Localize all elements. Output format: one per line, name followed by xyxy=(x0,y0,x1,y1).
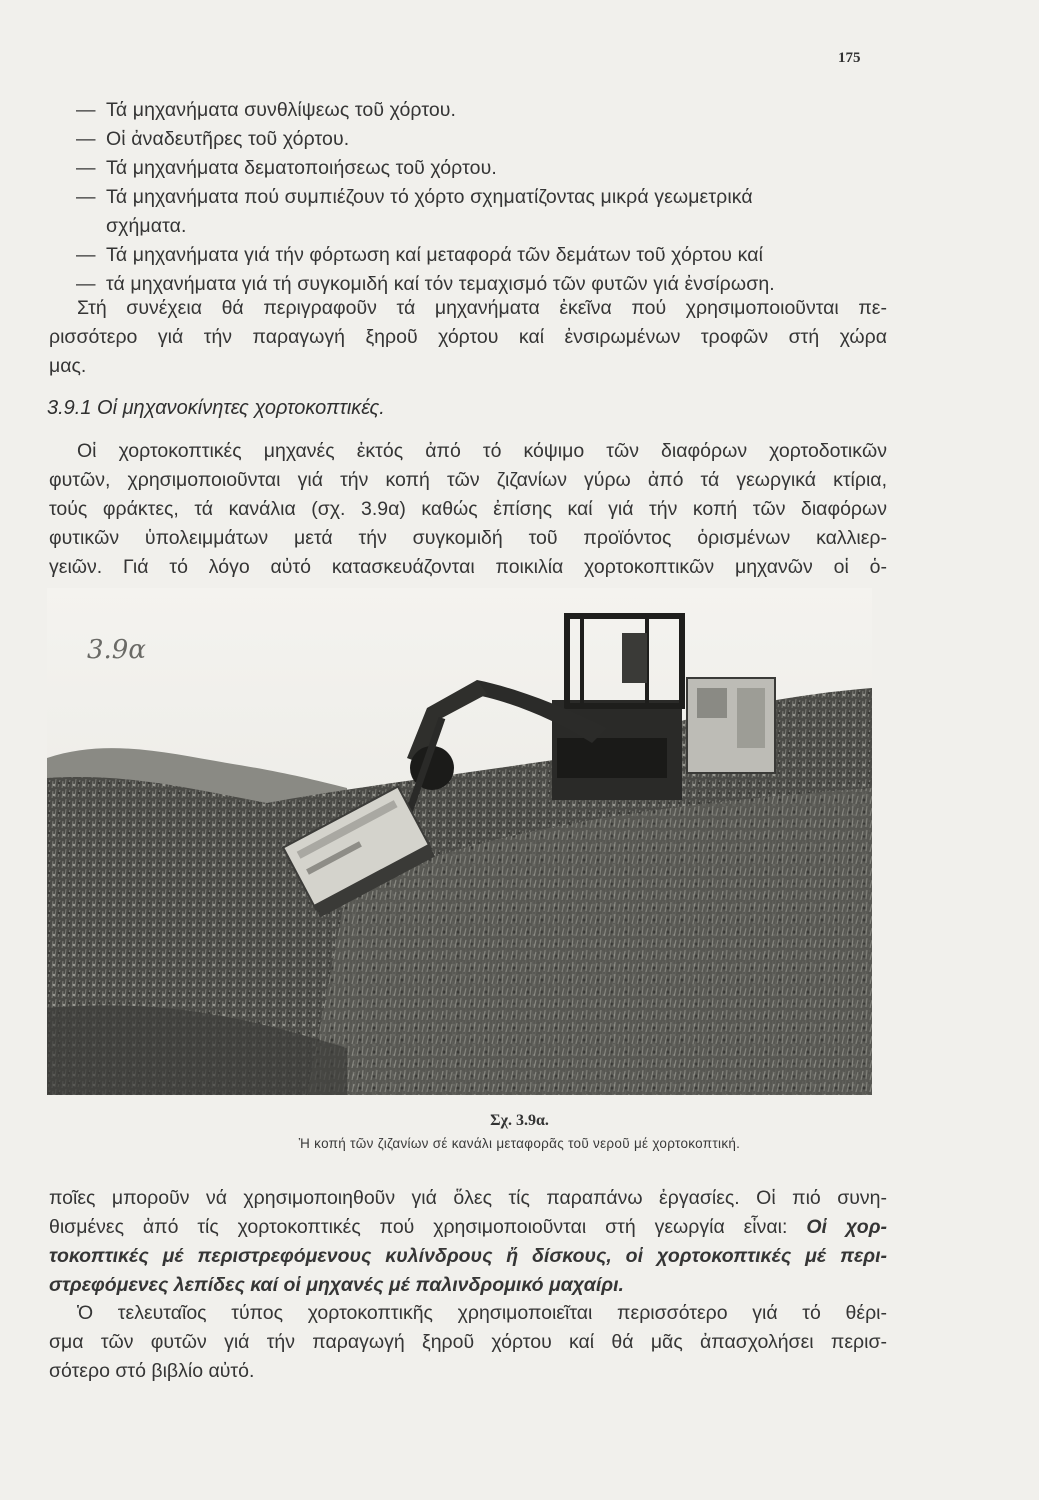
figure-label: Σχ. 3.9α. xyxy=(490,1112,549,1129)
list-item: — τά μηχανήματα γιά τή συγκομιδή καί τόν τεμαχισμό τῶν φυτῶν γιά ἐνσίρωση. xyxy=(76,273,775,295)
text-line: γειῶν. Γιά τό λόγο αὐτό κατασκευάζονται ποικιλία χορτοκοπτικῶν μηχανῶν οἱ ὁ- xyxy=(49,556,887,578)
handwritten-note: 3.9α xyxy=(87,635,146,665)
text-line: Ὁ τελευταῖος τύπος χορτοκοπτικῆς χρησιμοποιεῖται περισσότερο γιά τό θέρι- xyxy=(77,1302,887,1324)
text-line: Οἱ χορτοκοπτικές μηχανές ἐκτός ἀπό τό κόψιμο τῶν διαφόρων χορτοδοτικῶν xyxy=(77,440,887,462)
list-item: — Οἱ ἀναδευτῆρες τοῦ χόρτου. xyxy=(76,128,350,150)
text-line: σμα τῶν φυτῶν γιά τήν παραγωγή ξηροῦ χόρτου καί θά μᾶς ἀπασχολήσει περισ- xyxy=(49,1331,887,1353)
text-line: φυτικῶν ὑπολειμμάτων μετά τήν συγκομιδή τοῦ προϊόντος ὁρισμένων καλλιερ- xyxy=(49,527,887,549)
machine-list xyxy=(76,96,896,299)
text-line: φυτῶν, χρησιμοποιοῦνται γιά τήν κοπή τῶν ζιζανίων γύρω ἀπό τά γεωργικά κτίρια, xyxy=(49,469,887,491)
list-item: — Τά μηχανήματα γιά τήν φόρτωση καί μεταφορά τῶν δεμάτων τοῦ χόρτου καί xyxy=(76,244,763,266)
section-heading: 3.9.1 Οἱ μηχανοκίνητες χορτοκοπτικές. xyxy=(47,397,385,419)
figure-photo xyxy=(47,588,872,1095)
text-line: θισμένες ἀπό τίς χορτοκοπτικές πού χρησιμοποιοῦνται στή γεωργία εἶναι: Οἱ χορ- xyxy=(49,1216,887,1238)
final-paragraph xyxy=(49,1299,887,1386)
intro-paragraph xyxy=(49,294,887,381)
list-item: — Τά μηχανήματα συνθλίψεως τοῦ χόρτου. xyxy=(76,99,457,121)
page-number: 175 xyxy=(838,50,861,66)
section-paragraph xyxy=(49,437,887,582)
text-line: ποῖες μποροῦν νά χρησιμοποιηθοῦν γιά ὅλες τίς παραπάνω ἐργασίες. Οἱ πιό συνη- xyxy=(49,1187,887,1209)
list-item: — Τά μηχανήματα πού συμπιέζουν τό χόρτο σχηματίζοντας μικρά γεωμετρικά xyxy=(76,186,753,208)
figure-caption: Ἡ κοπή τῶν ζιζανίων σέ κανάλι μεταφορᾶς τοῦ νεροῦ μέ χορτοκοπτική. xyxy=(298,1136,741,1151)
text-line: σότερο στό βιβλίο αὐτό. xyxy=(49,1360,255,1382)
list-item-continuation: σχήματα. xyxy=(106,215,187,237)
text-line: Στή συνέχεια θά περιγραφοῦν τά μηχανήματα ἐκεῖνα πού χρησιμοποιοῦνται πε- xyxy=(77,297,887,319)
text-line: τοκοπτικές μέ περιστρεφόμενους κυλίνδρους ἤ δίσκους, οἱ χορτοκοπτικές μέ περι- xyxy=(49,1245,887,1267)
text-line: μας. xyxy=(49,355,87,377)
text-line: ρισσότερο γιά τήν παραγωγή ξηροῦ χόρτου καί ἐνσιρωμένων τροφῶν στή χώρα xyxy=(49,326,887,348)
closing-paragraph xyxy=(49,1184,887,1300)
text-line: τούς φράκτες, τά κανάλια (σχ. 3.9α) καθώς ἐπίσης καί γιά τήν κοπή τῶν διαφόρων xyxy=(49,498,887,520)
list-item: — Τά μηχανήματα δεματοποιήσεως τοῦ χόρτου. xyxy=(76,157,497,179)
text-line: στρεφόμενες λεπίδες καί οἱ μηχανές μέ παλινδρομικό μαχαίρι. xyxy=(49,1274,624,1296)
